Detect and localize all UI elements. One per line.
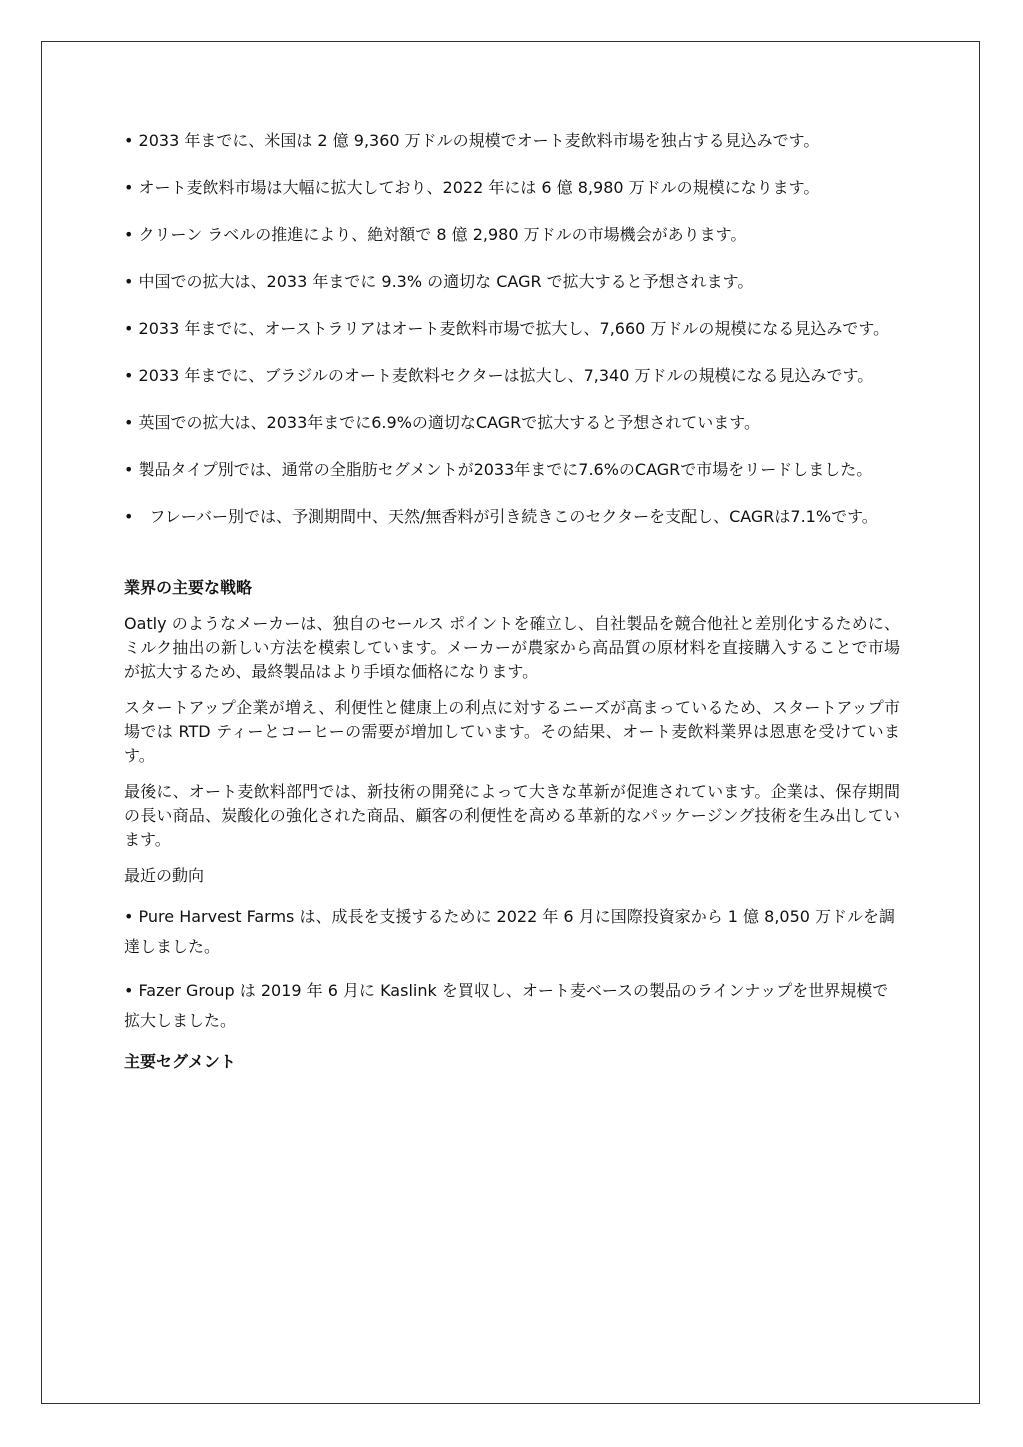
bullet-flavor: • フレーバー別では、予測期間中、天然/無香料が引き続きこのセクターを支配し、CAGRは7.1%です。 — [124, 507, 878, 526]
bullet-clean-label: • クリーン ラベルの推進により、絶対額で 8 億 2,980 万ドルの市場機会があります。 — [124, 225, 747, 244]
bullet-brazil: • 2033 年までに、ブラジルのオート麦飲料セクターは拡大し、7,340 万ドルの規模になる見込みです。 — [124, 366, 874, 385]
bullet-product-type: • 製品タイプ別では、通常の全脂肪セグメントが2033年までに7.6%のCAGRで市場をリードしました。 — [124, 460, 873, 479]
developments-heading: 最近の動向 — [124, 866, 205, 885]
strategies-paragraph-startups: スタートアップ企業が増え、利便性と健康上の利点に対するニーズが高まっているため、スタートアップ市場では RTD ティーとコーヒーの需要が増加しています。その結果、オート麦飲料業界は恩恵を受けています。 — [124, 698, 900, 765]
development-pure-harvest: • Pure Harvest Farms は、成長を支援するために 2022 年 6 月に国際投資家から 1 億 8,050 万ドルを調達しました。 — [124, 907, 896, 956]
strategies-heading: 業界の主要な戦略 — [124, 578, 253, 597]
bullet-china-cagr: • 中国での拡大は、2033 年までに 9.3% の適切な CAGR で拡大すると予想されます。 — [124, 272, 754, 291]
bullet-australia: • 2033 年までに、オーストラリアはオート麦飲料市場で拡大し、7,660 万ドルの規模になる見込みです。 — [124, 319, 890, 338]
segments-heading: 主要セグメント — [124, 1052, 236, 1071]
development-fazer-group: • Fazer Group は 2019 年 6 月に Kaslink を買収し、オート麦ベースの製品のラインナップを世界規模で拡大しました。 — [124, 981, 889, 1030]
strategies-paragraph-innovation: 最後に、オート麦飲料部門では、新技術の開発によって大きな革新が促進されています。企業は、保存期間の長い商品、炭酸化の強化された商品、顧客の利便性を高める革新的なパッケージング技術を生み出しています。 — [124, 782, 900, 849]
document-body — [124, 126, 900, 1074]
bullet-market-size-2022: • オート麦飲料市場は大幅に拡大しており、2022 年には 6 億 8,980 万ドルの規模になります。 — [124, 178, 820, 197]
strategies-paragraph-oatly: Oatly のようなメーカーは、独自のセールス ポイントを確立し、自社製品を競合他社と差別化するために、ミルク抽出の新しい方法を模索しています。メーカーが農家から高品質の原材料を直接購入することで市場が拡大するため、最終製品はより手頃な価格になります。 — [124, 614, 900, 681]
bullet-uk-cagr: • 英国での拡大は、2033年までに6.9%の適切なCAGRで拡大すると予想されています。 — [124, 413, 760, 432]
bullet-us-forecast: • 2033 年までに、米国は 2 億 9,360 万ドルの規模でオート麦飲料市場を独占する見込みです。 — [124, 131, 820, 150]
